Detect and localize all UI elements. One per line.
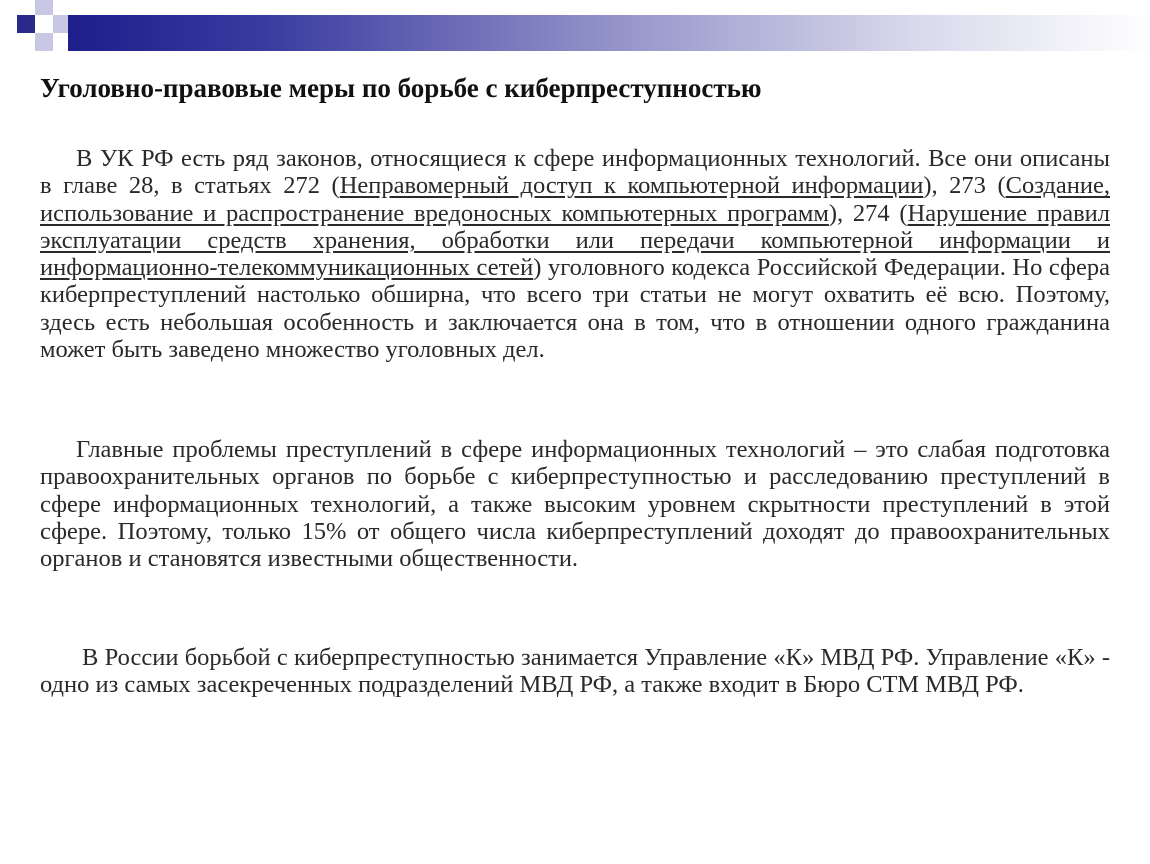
header-gradient-bar [68,15,1150,51]
deco-square-2 [35,0,53,15]
header-decoration [0,0,1150,60]
paragraph-main-problems [40,436,1110,572]
paragraph-criminal-code [40,145,1110,363]
p1-text-1: В УК РФ есть ряд законов, относящиеся к сфере информационных технологий. Все они описаны в главе 28, в статьях 272 ( [40,145,1110,200]
p1-text-4: ) уголовного кодекса Российской Федерации. Но сфера киберпреступлений настолько обширна, что всего три статьи не могут охватить её всю. Поэтому, здесь есть небольшая особенность и заключается она в том, что в отношении одного гражданина может быть заведено множество уголовных дел. [40,254,1110,364]
p1-text-2: ), 273 ( [923,172,1006,200]
deco-square-3 [53,15,68,33]
article-274-link[interactable]: Нарушение правил эксплуатации средств хранения, обработки или передачи компьютерной информации и информационно-телекоммуникационных сетей [40,199,1110,282]
article-273-link[interactable]: Создание, использование и распространение вредоносных компьютерных программ [40,172,1110,227]
deco-square-4 [35,33,53,51]
article-272-link[interactable]: Неправомерный доступ к компьютерной информации [339,172,924,200]
deco-square-1 [17,15,35,33]
paragraph-department-k [40,644,1110,699]
p3-text: В России борьбой с киберпреступностью занимается Управление «К» МВД РФ. Управление «К» - одно из самых засекреченных подразделений МВД РФ, а также входит в Бюро СТМ МВД РФ. [40,644,1110,699]
p1-text-3: ), 274 ( [828,199,908,227]
p2-text: Главные проблемы преступлений в сфере информационных технологий – это слабая подготовка правоохранительных органов по борьбе с киберпреступностью и расследованию преступлений в сфере информационных технологий, а также высоким уровнем скрытности преступлений в этой сфере. Поэтому, только 15% от общего числа киберпреступлений доходят до правоохранительных органов и становятся известными общественности. [40,436,1110,573]
deco-square-5 [17,0,35,15]
slide-title: Уголовно-правовые меры по борьбе с киберпреступностью [40,73,762,103]
